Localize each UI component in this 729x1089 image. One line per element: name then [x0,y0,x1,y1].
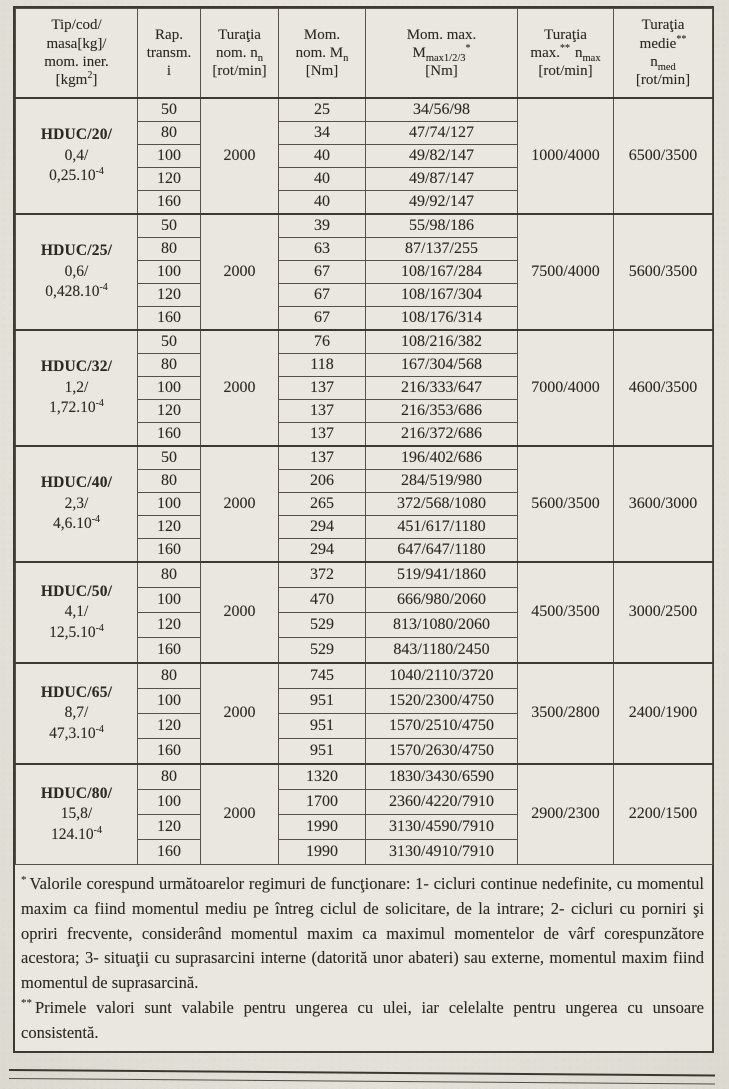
max-torque-cell: 843/1180/2450 [366,638,518,664]
nominal-torque-cell: 951 [279,739,366,765]
nominal-speed-cell: 2000 [201,214,279,330]
transmission-ratio-cell: 100 [138,261,201,284]
footnotes [15,865,712,1051]
max-speed-cell: 1000/4000 [518,98,614,214]
max-torque-cell: 1830/3430/6590 [366,764,518,790]
footnote-marker: * [21,873,27,886]
spec-row [16,446,713,470]
header-line: [Nm] [305,63,339,80]
type-code-cell [16,663,138,764]
header-max-speed-column [518,9,614,99]
header-line: Turaţia [218,26,261,43]
mean-speed-cell: 5600/3500 [614,214,713,330]
header-line: mom. iner. [44,54,109,70]
footnote-regimes [21,872,704,996]
max-torque-cell: 47/74/127 [366,122,518,145]
max-torque-cell: 216/333/647 [366,377,518,400]
nominal-torque-cell: 529 [279,638,366,664]
nominal-torque-cell: 25 [279,98,366,122]
type-code-line: HDUC/50/ [40,582,113,600]
max-torque-cell: 3130/4590/7910 [366,815,518,840]
transmission-ratio-cell: 100 [138,493,201,516]
header-line: [Nm] [425,63,458,80]
transmission-ratio-cell: 50 [138,214,201,238]
footnote-marker: ** [21,997,32,1010]
header-max-torque-column [366,9,518,99]
nominal-speed-cell: 2000 [201,98,279,214]
max-speed-cell: 4500/3500 [518,562,614,663]
transmission-ratio-cell: 160 [138,423,201,447]
transmission-ratio-cell: 100 [138,377,201,400]
transmission-ratio-cell: 80 [138,238,201,261]
max-speed-cell: 5600/3500 [518,446,614,562]
max-speed-cell: 3500/2800 [518,663,614,764]
header-nom-speed-column [201,9,279,99]
header-line: max.** $n_{max}$ [530,42,601,64]
nominal-torque-cell: 40 [279,145,366,168]
transmission-ratio-cell: 50 [138,330,201,354]
mean-speed-cell: 3000/2500 [614,562,713,663]
type-code-line: HDUC/32/ [40,358,113,376]
mass-line: 1,2/ [64,378,89,396]
transmission-ratio-cell: 80 [138,764,201,790]
spec-row [16,562,713,588]
inertia-line: $1,72.10^{-4}$ [49,398,104,417]
mass-line: 4,1/ [64,603,89,621]
nominal-torque-cell: 372 [279,562,366,588]
header-line: Mom. max. [406,26,477,43]
mass-line: 0,4/ [64,146,89,164]
header-line: nom. $M_n$ [295,44,349,64]
nominal-torque-cell: 40 [279,191,366,215]
transmission-ratio-cell: 120 [138,400,201,423]
nominal-torque-cell: 1320 [279,764,366,790]
inertia-line: $47,3.10^{-4}$ [49,723,104,742]
nominal-speed-cell: 2000 [201,764,279,865]
transmission-ratio-cell: 160 [138,539,201,563]
nominal-torque-cell: 294 [279,516,366,539]
max-torque-cell: 196/402/686 [366,446,518,470]
footnote-text: Primele valori sunt valabile pentru ungerea cu ulei, iar celelalte pentru ungerea cu unsoare consistentă. [21,997,704,1042]
spec-row [16,214,713,238]
nominal-torque-cell: 265 [279,493,366,516]
header-line: [rot/min] [212,63,267,80]
header-line: Turaţia [641,17,685,34]
transmission-ratio-cell: 120 [138,714,201,739]
nominal-torque-cell: 294 [279,539,366,563]
table-body [16,98,713,865]
max-torque-cell: 813/1080/2060 [366,613,518,638]
header-mean-speed-column [614,9,713,99]
type-code-line: HDUC/25/ [40,242,113,260]
transmission-ratio-cell: 80 [138,354,201,377]
mass-line: 0,6/ [64,262,89,280]
nominal-torque-cell: 951 [279,689,366,714]
transmission-ratio-cell: 80 [138,122,201,145]
type-code-cell [16,562,138,663]
header-line: i [166,63,172,80]
header-line: [rot/min] [538,63,593,80]
mean-speed-cell: 6500/3500 [614,98,713,214]
header-line: [kgm$^2$] [55,70,98,89]
max-torque-cell: 519/941/1860 [366,562,518,588]
transmission-ratio-cell: 160 [138,191,201,215]
nominal-torque-cell: 745 [279,663,366,689]
max-torque-cell: 2360/4220/7910 [366,790,518,815]
inertia-line: $12,5.10^{-4}$ [49,622,104,641]
header-line: $n_{med}$ [650,54,676,73]
max-torque-cell: 216/353/686 [366,400,518,423]
scanned-table-sheet [13,6,714,1053]
nominal-torque-cell: 40 [279,168,366,191]
transmission-ratio-cell: 50 [138,98,201,122]
nominal-torque-cell: 118 [279,354,366,377]
type-code-cell [16,98,138,214]
max-torque-cell: 666/980/2060 [366,588,518,613]
nominal-torque-cell: 67 [279,284,366,307]
max-torque-cell: 284/519/980 [366,470,518,493]
spec-row [16,663,713,689]
footnote-text: Valorile corespund următoarelor regimuri de funcţionare: 1- cicluri continue nedefinite, cu momentul maxim ca fiind momentul mediu pe întreg ciclul de solicitare, de la intrare; 2- cicluri cu porniri şi opriri frecvente, considerând momentul maxim ca maximul momentelor de vârf corespunzătore acestora; 3- situaţii cu suprasarcini interne (datorită unor abateri) sau externe, momentul maxim fiind momentul de suprasarcină. [21,874,704,992]
header-ratio-column [138,9,201,99]
inertia-line: $0,428.10^{-4}$ [45,282,108,301]
header-line: Rap. [155,26,183,43]
max-torque-cell: 1570/2510/4750 [366,714,518,739]
nominal-speed-cell: 2000 [201,330,279,446]
inertia-line: $124.10^{-4}$ [51,824,102,843]
max-torque-cell: 1040/2110/3720 [366,663,518,689]
header-line: [rot/min] [635,72,691,89]
nominal-torque-cell: 1990 [279,840,366,865]
type-code-cell [16,214,138,330]
nominal-torque-cell: 529 [279,613,366,638]
transmission-ratio-cell: 120 [138,613,201,638]
type-code-line: HDUC/40/ [40,474,113,492]
header-line: nom. $n_n$ [216,44,263,64]
type-code-cell [16,764,138,865]
transmission-ratio-cell: 160 [138,638,201,664]
spec-row [16,330,713,354]
max-torque-cell: 55/98/186 [366,214,518,238]
max-torque-cell: 216/372/686 [366,423,518,447]
header-line: transm. [146,44,192,61]
bottom-double-rule [9,1069,715,1085]
max-torque-cell: 108/176/314 [366,307,518,331]
max-torque-cell: 49/82/147 [366,145,518,168]
max-torque-cell: 34/56/98 [366,98,518,122]
nominal-torque-cell: 137 [279,446,366,470]
transmission-ratio-cell: 160 [138,739,201,765]
transmission-ratio-cell: 80 [138,663,201,689]
transmission-ratio-cell: 120 [138,284,201,307]
header-line: masa[kg]/ [46,35,107,52]
mean-speed-cell: 3600/3000 [614,446,713,562]
max-torque-cell: 647/647/1180 [366,539,518,563]
nominal-torque-cell: 137 [279,400,366,423]
mean-speed-cell: 2400/1900 [614,663,713,764]
mass-line: 15,8/ [60,805,93,823]
nominal-torque-cell: 34 [279,122,366,145]
nominal-torque-cell: 63 [279,238,366,261]
max-torque-cell: 451/617/1180 [366,516,518,539]
nominal-torque-cell: 137 [279,423,366,447]
max-torque-cell: 1520/2300/4750 [366,689,518,714]
header-line: Tip/cod/ [51,17,102,34]
max-torque-cell: 49/87/147 [366,168,518,191]
type-code-line: HDUC/80/ [40,784,113,802]
transmission-ratio-cell: 100 [138,145,201,168]
max-torque-cell: 372/568/1080 [366,493,518,516]
mass-line: 2,3/ [64,494,89,512]
transmission-ratio-cell: 80 [138,562,201,588]
nominal-torque-cell: 951 [279,714,366,739]
type-code-line: HDUC/65/ [40,683,113,701]
header-line: medie** [639,33,687,52]
transmission-ratio-cell: 120 [138,168,201,191]
header-line: Turaţia [544,26,587,43]
mean-speed-cell: 2200/1500 [614,764,713,865]
nominal-torque-cell: 1990 [279,815,366,840]
nominal-torque-cell: 206 [279,470,366,493]
max-speed-cell: 7500/4000 [518,214,614,330]
nominal-torque-cell: 470 [279,588,366,613]
nominal-speed-cell: 2000 [201,663,279,764]
header-line: Mom. [303,26,341,43]
inertia-line: $4,6.10^{-4}$ [52,514,101,533]
transmission-ratio-cell: 120 [138,815,201,840]
nominal-speed-cell: 2000 [201,562,279,663]
transmission-ratio-cell: 100 [138,588,201,613]
transmission-ratio-cell: 120 [138,516,201,539]
nominal-torque-cell: 67 [279,307,366,331]
max-torque-cell: 3130/4910/7910 [366,840,518,865]
inertia-line: $0,25.10^{-4}$ [49,166,104,185]
max-torque-cell: 108/167/304 [366,284,518,307]
max-torque-cell: 108/167/284 [366,261,518,284]
max-speed-cell: 7000/4000 [518,330,614,446]
transmission-ratio-cell: 80 [138,470,201,493]
transmission-ratio-cell: 100 [138,689,201,714]
nominal-speed-cell: 2000 [201,446,279,562]
nominal-torque-cell: 39 [279,214,366,238]
header-line: $M_{max1/2/3}^*$ [412,42,471,64]
spec-row [16,98,713,122]
footnote-lubrication [21,996,704,1046]
nominal-torque-cell: 67 [279,261,366,284]
type-code-cell [16,330,138,446]
max-torque-cell: 1570/2630/4750 [366,739,518,765]
hduc-spec-table [15,8,713,865]
transmission-ratio-cell: 160 [138,840,201,865]
nominal-torque-cell: 1700 [279,790,366,815]
type-code-line: HDUC/20/ [40,126,113,144]
type-code-cell [16,446,138,562]
max-torque-cell: 49/92/147 [366,191,518,215]
mass-line: 8,7/ [64,704,89,722]
transmission-ratio-cell: 50 [138,446,201,470]
transmission-ratio-cell: 160 [138,307,201,331]
max-speed-cell: 2900/2300 [518,764,614,865]
header-row [16,9,713,99]
max-torque-cell: 87/137/255 [366,238,518,261]
spec-row [16,764,713,790]
nominal-torque-cell: 137 [279,377,366,400]
header-nom-torque-column [279,9,366,99]
transmission-ratio-cell: 100 [138,790,201,815]
max-torque-cell: 167/304/568 [366,354,518,377]
header-type-column [16,9,138,99]
nominal-torque-cell: 76 [279,330,366,354]
mean-speed-cell: 4600/3500 [614,330,713,446]
max-torque-cell: 108/216/382 [366,330,518,354]
